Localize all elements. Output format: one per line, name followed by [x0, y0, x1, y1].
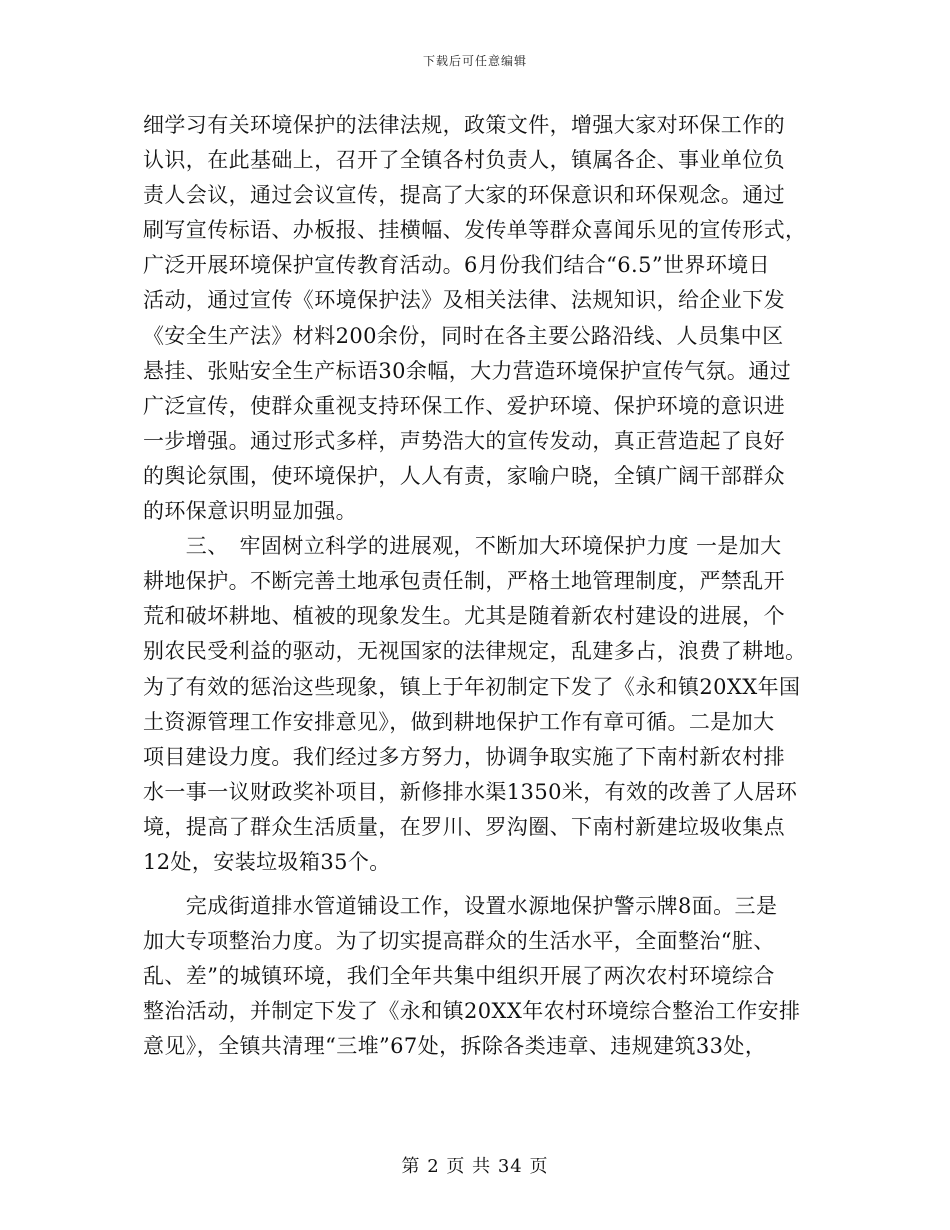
text-line: 水一事一议财政奖补项目，新修排水渠1350米，有效的改善了人居环 [143, 779, 798, 804]
text-line: 的环保意识明显加强。 [143, 499, 357, 524]
text-line: 一步增强。通过形式多样，声势浩大的宣传发动，真正营造起了良好 [143, 428, 785, 453]
text-line: 项目建设力度。我们经过多方努力，协调争取实施了下南村新农村排 [143, 744, 785, 769]
text-line: 细学习有关环境保护的法律法规，政策文件，增强大家对环保工作的 [143, 113, 785, 137]
text-line: 广泛开展环境保护宣传教育活动。6月份我们结合“6.5”世界环境日 [143, 253, 771, 278]
text-line: 责人会议，通过会议宣传，提高了大家的环保意识和环保观念。通过 [143, 183, 785, 208]
section-heading-line: 三、 牢固树立科学的进展观，不断加大环境保护力度 一是加大 [143, 534, 782, 559]
text-line: 境，提高了群众生活质量，在罗川、罗沟圈、下南村新建垃圾收集点 [143, 814, 785, 839]
text-line: 荒和破坏耕地、植被的现象发生。尤其是随着新农村建设的进展，个 [143, 604, 785, 629]
text-line: 完成街道排水管道铺设工作，设置水源地保护警示牌8面。三是 [143, 894, 778, 919]
text-line: 乱、差”的城镇环境，我们全年共集中组织开展了两次农村环境综合 [143, 964, 775, 989]
text-line: 别农民受利益的驱动，无视国家的法律规定，乱建多占，浪费了耕地。 [143, 639, 807, 664]
text-line: 广泛宣传，使群众重视支持环保工作、爱护环境、保护环境的意识进 [143, 393, 785, 418]
text-line: 悬挂、张贴安全生产标语30余幅，大力营造环境保护宣传气氛。通过 [143, 358, 792, 383]
page-number-footer: 第 2 页 共 34 页 [401, 1156, 549, 1177]
paragraph-gap [143, 880, 807, 889]
text-line: 耕地保护。不断完善土地承包责任制，严格土地管理制度，严禁乱开 [143, 569, 785, 594]
text-line: 认识，在此基础上，召开了全镇各村负责人，镇属各企、事业单位负 [143, 148, 785, 173]
text-line: 加大专项整治力度。为了切实提高群众的生活水平，全面整治“脏、 [143, 929, 775, 954]
text-line: 《安全生产法》材料200余份，同时在各主要公路沿线、人员集中区 [143, 323, 784, 348]
text-line: 的舆论氛围，使环境保护，人人有责，家喻户晓，全镇广阔干部群众 [143, 463, 785, 488]
text-line: 12处，安装垃圾箱35个。 [143, 849, 391, 874]
text-line: 刷写宣传标语、办板报、挂横幅、发传单等群众喜闻乐见的宣传形式， [143, 218, 807, 243]
page-header: 下载后可任意编辑 [422, 54, 527, 68]
text-line: 整治活动，并制定下发了《永和镇20XX年农村环境综合整治工作安排 [143, 999, 801, 1024]
text-line: 土资源管理工作安排意见》，做到耕地保护工作有章可循。二是加大 [143, 709, 775, 734]
text-line: 活动，通过宣传《环境保护法》及相关法律、法规知识，给企业下发 [143, 288, 785, 313]
text-line: 为了有效的惩治这些现象，镇上于年初制定下发了《永和镇20XX年国 [143, 674, 801, 699]
document-body [143, 108, 807, 1065]
text-line: 意见》，全镇共清理“三堆”67处，拆除各类违章、违规建筑33处， [143, 1034, 767, 1059]
